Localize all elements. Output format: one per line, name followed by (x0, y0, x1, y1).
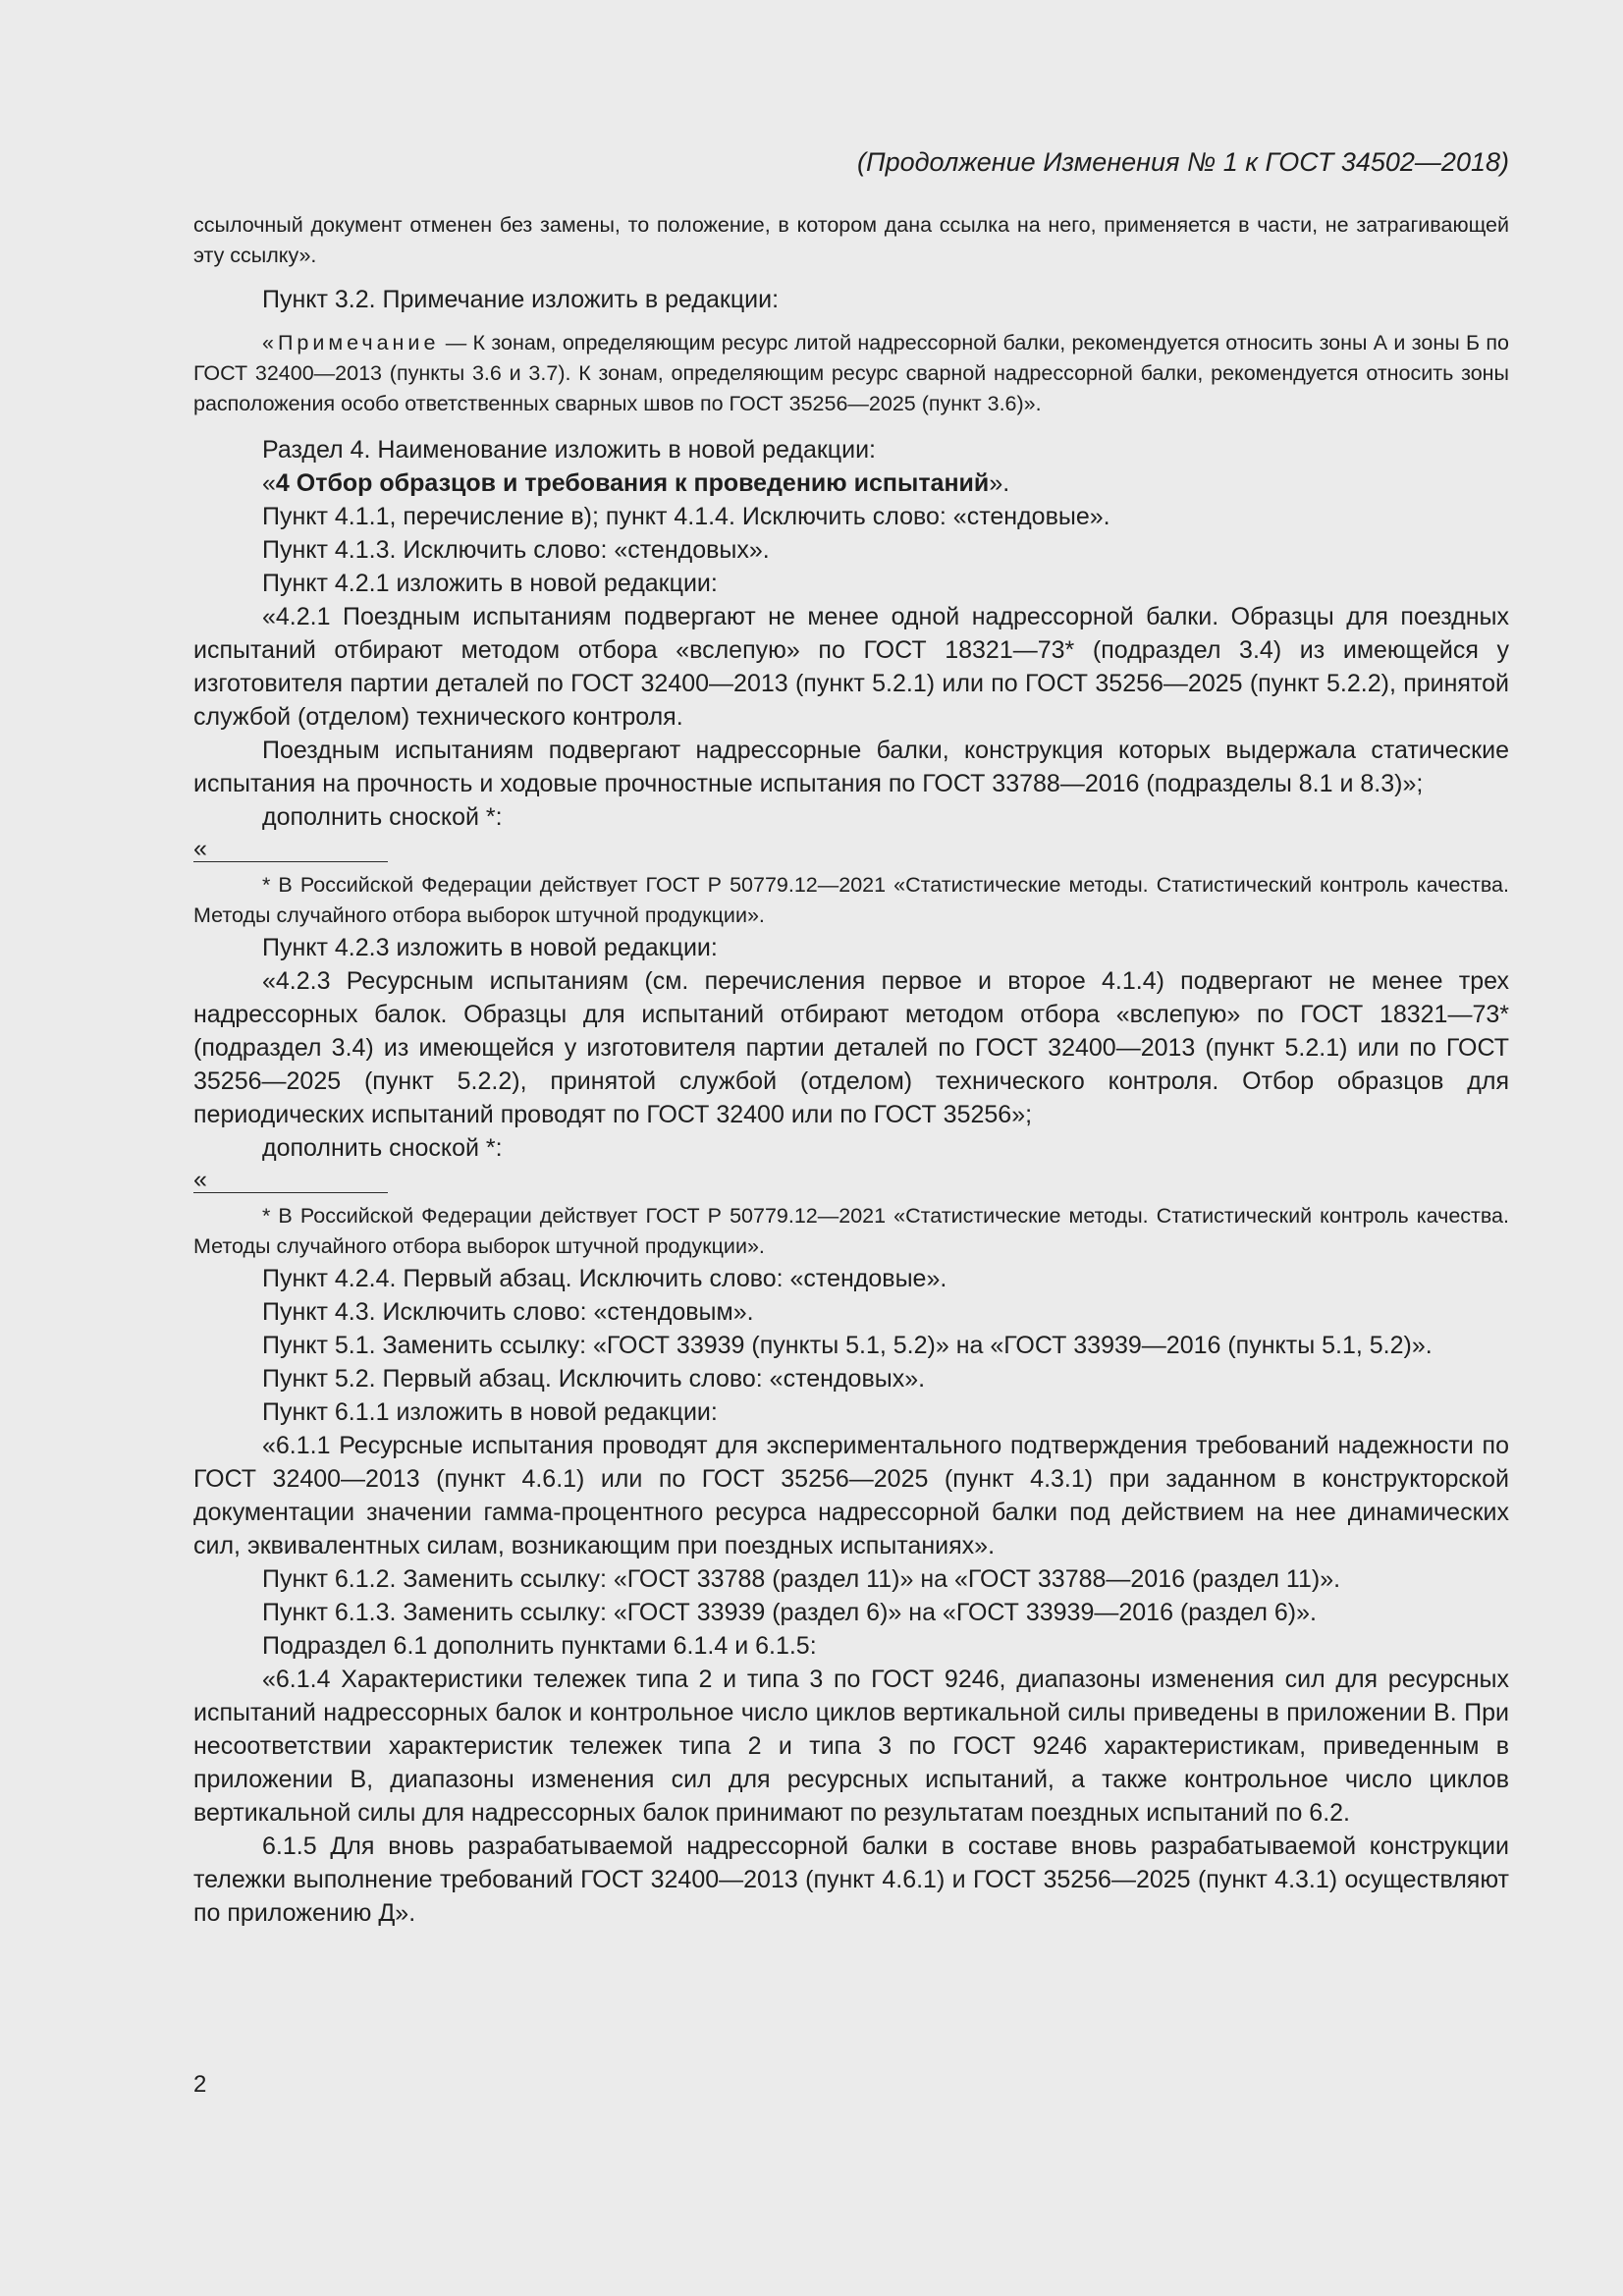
paragraph: Пункт 3.2. Примечание изложить в редакции: (262, 286, 780, 313)
paragraph: Поездным испытаниям подвергают надрессорные балки, конструкция которых выдержала статические испытания на прочность и ходовые прочностные испытания по ГОСТ 33788—2016 (подразделы 8.1 и 8.3)»; (193, 737, 1509, 797)
note-label: «Примечание (262, 331, 440, 355)
footnote-rule (193, 861, 388, 862)
paragraph: Подраздел 6.1 дополнить пунктами 6.1.4 и 6.1.5: (262, 1632, 817, 1660)
note-text: — К зонам, определяющим ресурс литой надрессорной балки, рекомендуется относить зоны А и зоны Б по ГОСТ 32400—2013 (пункты 3.6 и 3.7). К зонам, определяющим ресурс сварной надрессорной балки, рекомендуется относить зоны расположения особо ответственных сварных швов по ГОСТ 35256—2025 (пункт 3.6)». (193, 331, 1509, 415)
document-body (193, 210, 1509, 1930)
quote-mark: « (193, 835, 207, 862)
quote-mark: « (193, 1166, 207, 1193)
paragraph: «4.2.1 Поездным испытаниям подвергают не менее одной надрессорной балки. Образцы для поездных испытаний отбирают методом отбора «вслепую» по ГОСТ 18321—73* (подраздел 3.4) из имеющейся у изготовителя партии деталей по ГОСТ 32400—2013 (пункт 5.2.1) или по ГОСТ 35256—2025 (пункт 5.2.2), принятой службой (отделом) технического контроля. (193, 603, 1509, 731)
paragraph: Пункт 6.1.1 изложить в новой редакции: (262, 1398, 718, 1426)
paragraph: Пункт 4.2.3 изложить в новой редакции: (262, 934, 718, 961)
paragraph: дополнить сноской *: (262, 803, 503, 831)
paragraph: Пункт 4.1.1, перечисление в); пункт 4.1.4. Исключить слово: «стендовые». (262, 503, 1110, 530)
paragraph: Пункт 4.1.3. Исключить слово: «стендовых». (262, 536, 770, 564)
paragraph: Пункт 6.1.2. Заменить ссылку: «ГОСТ 33788 (раздел 11)» на «ГОСТ 33788—2016 (раздел 11)». (262, 1565, 1341, 1593)
paragraph: 6.1.5 Для вновь разрабатываемой надрессорной балки в составе вновь разрабатываемой конструкции тележки выполнение требований ГОСТ 32400—2013 (пункт 4.6.1) и ГОСТ 35256—2025 (пункт 4.3.1) осуществляют по приложению Д». (193, 1832, 1509, 1927)
page-number: 2 (193, 2071, 207, 2098)
paragraph: Пункт 4.2.4. Первый абзац. Исключить слово: «стендовые». (262, 1265, 947, 1292)
paragraph: «4.2.3 Ресурсным испытаниям (см. перечисления первое и второе 4.1.4) подвергают не менее трех надрессорных балок. Образцы для испытаний отбирают методом отбора «вслепую» по ГОСТ 18321—73* (подраздел 3.4) из имеющейся у изготовителя партии деталей по ГОСТ 32400—2013 (пункт 5.2.1) или по ГОСТ 35256—2025 (пункт 5.2.2), принятой службой (отделом) технического контроля. Отбор образцов для периодических испытаний проводят по ГОСТ 32400 или по ГОСТ 35256»; (193, 967, 1509, 1128)
paragraph: «6.1.1 Ресурсные испытания проводят для экспериментального подтверждения требований надежности по ГОСТ 32400—2013 (пункт 4.6.1) или по ГОСТ 35256—2025 (пункт 4.3.1) при заданном в конструкторской документации значении гамма-процентного ресурса надрессорной балки под действием на нее динамических сил, эквивалентных силам, возникающим при поездных испытаниях». (193, 1432, 1509, 1559)
footnote: * В Российской Федерации действует ГОСТ Р 50779.12—2021 «Статистические методы. Статистический контроль качества. Методы случайного отбора выборок штучной продукции». (193, 873, 1509, 927)
paragraph: Пункт 5.1. Заменить ссылку: «ГОСТ 33939 (пункты 5.1, 5.2)» на «ГОСТ 33939—2016 (пункты 5.1, 5.2)». (262, 1332, 1433, 1359)
running-header: (Продолжение Изменения № 1 к ГОСТ 34502—2018) (857, 147, 1509, 177)
paragraph: Пункт 6.1.3. Заменить ссылку: «ГОСТ 33939 (раздел 6)» на «ГОСТ 33939—2016 (раздел 6)». (262, 1599, 1317, 1626)
paragraph: Пункт 4.2.1 изложить в новой редакции: (262, 570, 718, 597)
paragraph: ссылочный документ отменен без замены, то положение, в котором дана ссылка на него, применяется в части, не затрагивающей эту ссылку». (193, 213, 1509, 267)
paragraph: Пункт 4.3. Исключить слово: «стендовым». (262, 1298, 754, 1326)
paragraph: «6.1.4 Характеристики тележек типа 2 и типа 3 по ГОСТ 9246, диапазоны изменения сил для ресурсных испытаний надрессорных балок и контрольное число циклов вертикальной силы приведены в приложении В. При несоответствии характеристик тележек типа 2 и типа 3 по ГОСТ 9246 характеристикам, приведенным в приложении В, диапазоны изменения сил для ресурсных испытаний, а также контрольное число циклов вертикальной силы для надрессорных балок принимают по результатам поездных испытаний по 6.2. (193, 1666, 1509, 1827)
paragraph: Пункт 5.2. Первый абзац. Исключить слово: «стендовых». (262, 1365, 926, 1393)
paragraph: Раздел 4. Наименование изложить в новой редакции: (262, 436, 876, 464)
paragraph: дополнить сноской *: (262, 1134, 503, 1162)
footnote-rule (193, 1192, 388, 1193)
note-paragraph (193, 328, 1509, 419)
section-title-paragraph: «4 Отбор образцов и требования к проведению испытаний». (262, 469, 1010, 497)
footnote: * В Российской Федерации действует ГОСТ Р 50779.12—2021 «Статистические методы. Статистический контроль качества. Методы случайного отбора выборок штучной продукции». (193, 1204, 1509, 1258)
section-title: 4 Отбор образцов и требования к проведению испытаний (275, 469, 990, 497)
